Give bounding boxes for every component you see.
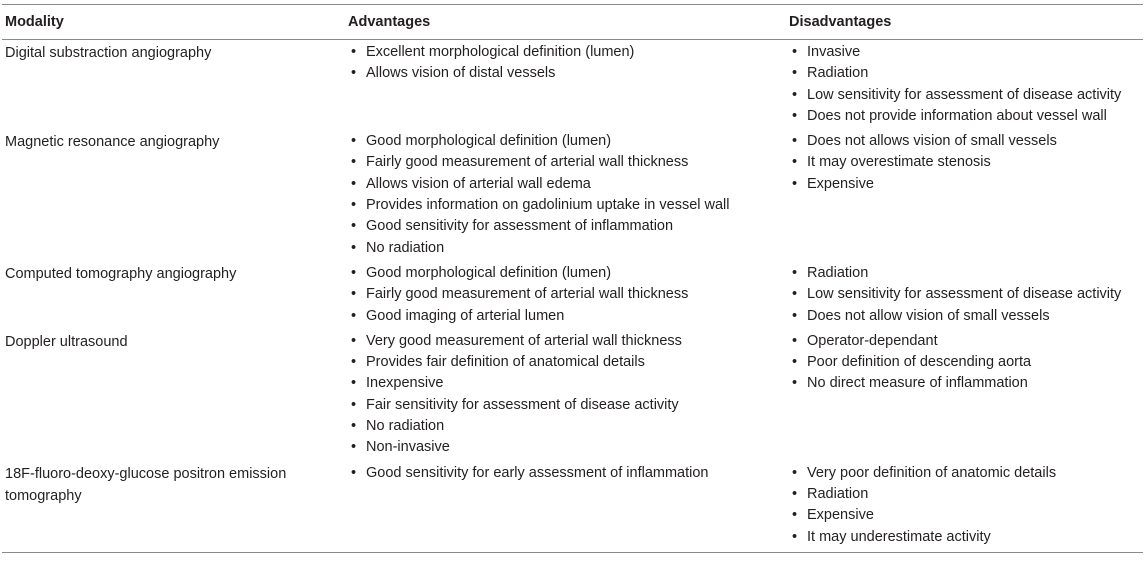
- disadvantage-item: • Radiation: [789, 484, 1143, 505]
- disadvantages-cell: [789, 131, 1143, 195]
- disadvantage-item: • Low sensitivity for assessment of disease activity: [789, 85, 1143, 106]
- advantage-item: • Good morphological definition (lumen): [348, 263, 789, 284]
- modality-name: Magnetic resonance angiography: [5, 134, 220, 151]
- table-row: [2, 331, 1143, 459]
- disadvantage-item: • It may underestimate activity: [789, 527, 1143, 548]
- advantage-item: • Good sensitivity for early assessment of inflammation: [348, 463, 789, 484]
- advantage-item: • Very good measurement of arterial wall thickness: [348, 331, 789, 352]
- disadvantage-item: • It may overestimate stenosis: [789, 152, 1143, 173]
- modality-name: 18F-fluoro-deoxy-glucose positron emission tomography: [5, 465, 287, 504]
- disadvantage-item: • Radiation: [789, 263, 1143, 284]
- table-row: [2, 263, 1143, 327]
- disadvantages-list: [789, 131, 1143, 195]
- bottom-rule: [2, 552, 1143, 553]
- disadvantages-cell: [789, 42, 1143, 127]
- disadvantage-item: • Operator-dependant: [789, 331, 1143, 352]
- modality-cell: [2, 331, 348, 353]
- advantage-item: • Fairly good measurement of arterial wall thickness: [348, 152, 789, 173]
- disadvantages-list: [789, 331, 1143, 395]
- advantage-item: • Provides fair definition of anatomical details: [348, 352, 789, 373]
- advantages-list: [348, 42, 789, 85]
- modality-name: Computed tomography angiography: [5, 265, 237, 282]
- disadvantages-list: [789, 42, 1143, 127]
- advantages-cell: [348, 42, 789, 85]
- advantage-item: • Good morphological definition (lumen): [348, 131, 789, 152]
- disadvantage-item: • Does not allows vision of small vessels: [789, 131, 1143, 152]
- disadvantage-item: • Radiation: [789, 63, 1143, 84]
- header-modality: Modality: [5, 14, 64, 30]
- disadvantages-cell: [789, 463, 1143, 548]
- header-advantages: Advantages: [348, 14, 431, 30]
- disadvantage-item: • Expensive: [789, 174, 1143, 195]
- advantages-cell: [348, 463, 789, 484]
- table-row: [2, 463, 1143, 548]
- advantage-item: • No radiation: [348, 416, 789, 437]
- advantage-item: • Good sensitivity for assessment of inflammation: [348, 216, 789, 237]
- disadvantage-item: • Does not allow vision of small vessels: [789, 306, 1143, 327]
- table-row: [2, 42, 1143, 127]
- advantage-item: • No radiation: [348, 238, 789, 259]
- modality-name: Digital substraction angiography: [5, 45, 212, 61]
- advantages-cell: [348, 131, 789, 259]
- advantages-list: [348, 131, 789, 259]
- advantage-item: • Non-invasive: [348, 437, 789, 458]
- advantages-cell: [348, 331, 789, 459]
- modality-cell: [2, 131, 348, 153]
- modality-cell: [2, 463, 348, 507]
- modality-name: Doppler ultrasound: [5, 333, 128, 350]
- advantage-item: • Allows vision of arterial wall edema: [348, 174, 789, 195]
- advantage-item: • Provides information on gadolinium uptake in vessel wall: [348, 195, 789, 216]
- header-disadvantages: Disadvantages: [789, 14, 892, 30]
- advantage-item: • Excellent morphological definition (lumen): [348, 42, 789, 63]
- disadvantage-item: • No direct measure of inflammation: [789, 373, 1143, 394]
- disadvantages-cell: [789, 263, 1143, 327]
- advantage-item: • Allows vision of distal vessels: [348, 63, 789, 84]
- disadvantage-item: • Low sensitivity for assessment of disease activity: [789, 284, 1143, 305]
- advantage-item: • Inexpensive: [348, 373, 789, 394]
- advantage-item: • Fairly good measurement of arterial wall thickness: [348, 284, 789, 305]
- disadvantages-list: [789, 263, 1143, 327]
- disadvantage-item: • Invasive: [789, 42, 1143, 63]
- advantage-item: • Good imaging of arterial lumen: [348, 306, 789, 327]
- disadvantage-item: • Poor definition of descending aorta: [789, 352, 1143, 373]
- modality-cell: [2, 263, 348, 285]
- advantages-cell: [348, 263, 789, 327]
- advantages-list: [348, 463, 789, 484]
- modality-cell: [2, 42, 348, 64]
- disadvantages-list: [789, 463, 1143, 548]
- disadvantage-item: • Expensive: [789, 505, 1143, 526]
- advantages-list: [348, 263, 789, 327]
- disadvantage-item: • Very poor definition of anatomic details: [789, 463, 1143, 484]
- table-header: [2, 5, 1143, 39]
- advantage-item: • Fair sensitivity for assessment of disease activity: [348, 395, 789, 416]
- advantages-list: [348, 331, 789, 459]
- disadvantage-item: • Does not provide information about vessel wall: [789, 106, 1143, 127]
- disadvantages-cell: [789, 331, 1143, 395]
- comparison-table: [2, 4, 1143, 553]
- table-body: [2, 40, 1143, 548]
- table-row: [2, 131, 1143, 259]
